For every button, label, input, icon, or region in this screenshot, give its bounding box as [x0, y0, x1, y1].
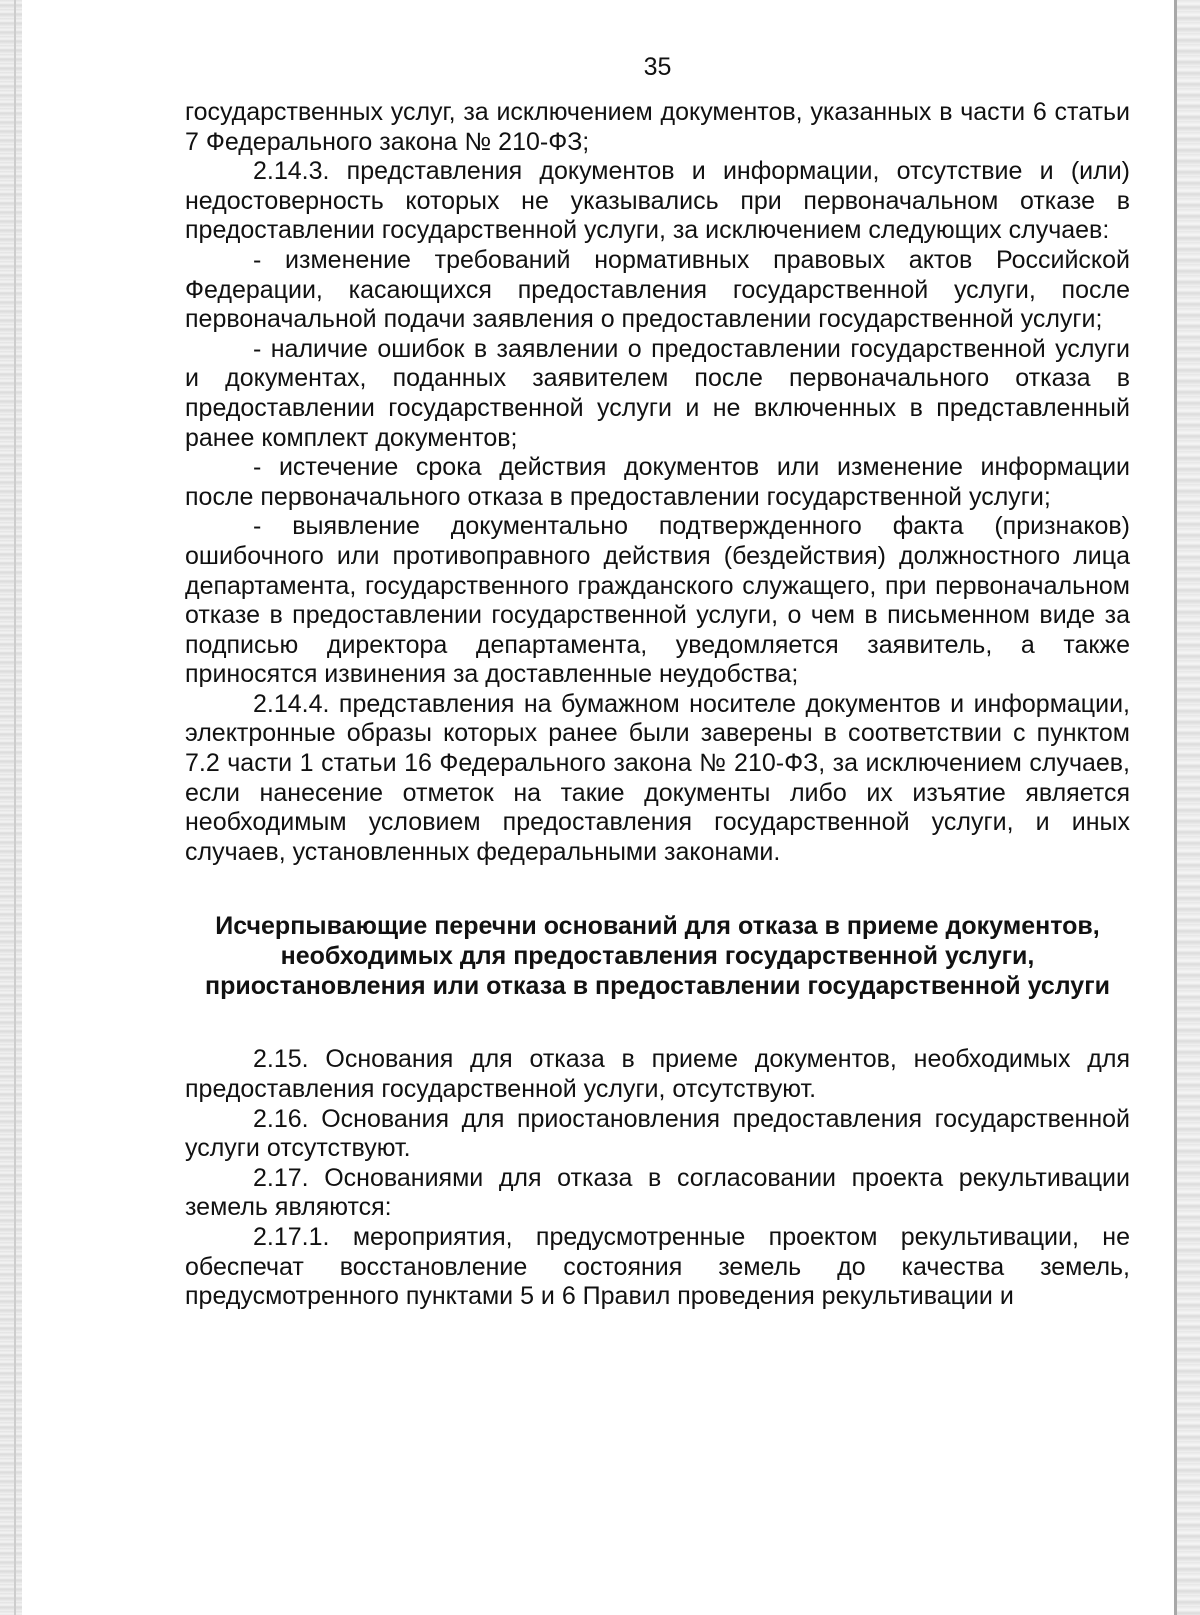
paragraph-2-15: 2.15. Основания для отказа в приеме документов, необходимых для предоставления государственной услуги, отсутствуют. — [185, 1045, 1130, 1104]
scan-left-edge — [0, 0, 22, 1615]
paragraph-2-17-1: 2.17.1. мероприятия, предусмотренные проектом рекультивации, не обеспечат восстановление состояния земель до качества земель, предусмотренного пунктами 5 и 6 Правил проведения рекультивации и — [185, 1223, 1130, 1311]
paragraph-2-16: 2.16. Основания для приостановления предоставления государственной услуги отсутствуют. — [185, 1104, 1130, 1163]
list-item-wrongful-action: - выявление документально подтвержденного факта (признаков) ошибочного или противоправного действия (бездействия) должностного лица департамента, государственного гражданского служащего, при первоначальном отказе в предоставлении государственной услуги, о чем в письменном виде за подписью директора департамента, уведомляется заявитель, а также приносятся извинения за доставленные неудобства; — [185, 512, 1130, 689]
scan-right-edge — [1174, 0, 1200, 1615]
list-item-expiry: - истечение срока действия документов или изменение информации после первоначального отказа в предоставлении государственной услуги; — [185, 453, 1130, 511]
document-page — [185, 52, 1130, 1312]
page-number: 35 — [643, 53, 672, 81]
paragraph-2-14-4: 2.14.4. представления на бумажном носителе документов и информации, электронные образы которых ранее были заверены в соответствии с пунктом 7.2 части 1 статьи 16 Федерального закона № 210-ФЗ, за исключением случаев, если нанесение отметок на такие документы либо их изъятие является необходимым условием предоставления государственной услуги, и иных случаев, установленных федеральными законами. — [185, 689, 1130, 866]
list-item-requirements-change: - изменение требований нормативных правовых актов Российской Федерации, касающихся предоставления государственной услуги, после первоначальной подачи заявления о предоставлении государственной услуги; — [185, 245, 1130, 334]
list-item-errors: - наличие ошибок в заявлении о предоставлении государственной услуги и документах, поданных заявителем после первоначального отказа в предоставлении государственной услуги и не включенных в представленный ранее комплект документов; — [185, 334, 1130, 452]
paragraph-2-14-3: 2.14.3. представления документов и информации, отсутствие и (или) недостоверность которых не указывались при первоначальном отказе в предоставлении государственной услуги, за исключением следующих случаев: — [185, 157, 1130, 245]
paragraph-2-17: 2.17. Основаниями для отказа в согласовании проекта рекультивации земель являются: — [185, 1163, 1130, 1222]
paragraph-continuation: государственных услуг, за исключением документов, указанных в части 6 статьи 7 Федерального закона № 210-ФЗ; — [185, 98, 1130, 156]
section-heading: Исчерпывающие перечни оснований для отказа в приеме документов, необходимых для предоставления государственной услуги, приостановления или отказа в предоставлении государственной услуги — [204, 912, 1110, 1001]
